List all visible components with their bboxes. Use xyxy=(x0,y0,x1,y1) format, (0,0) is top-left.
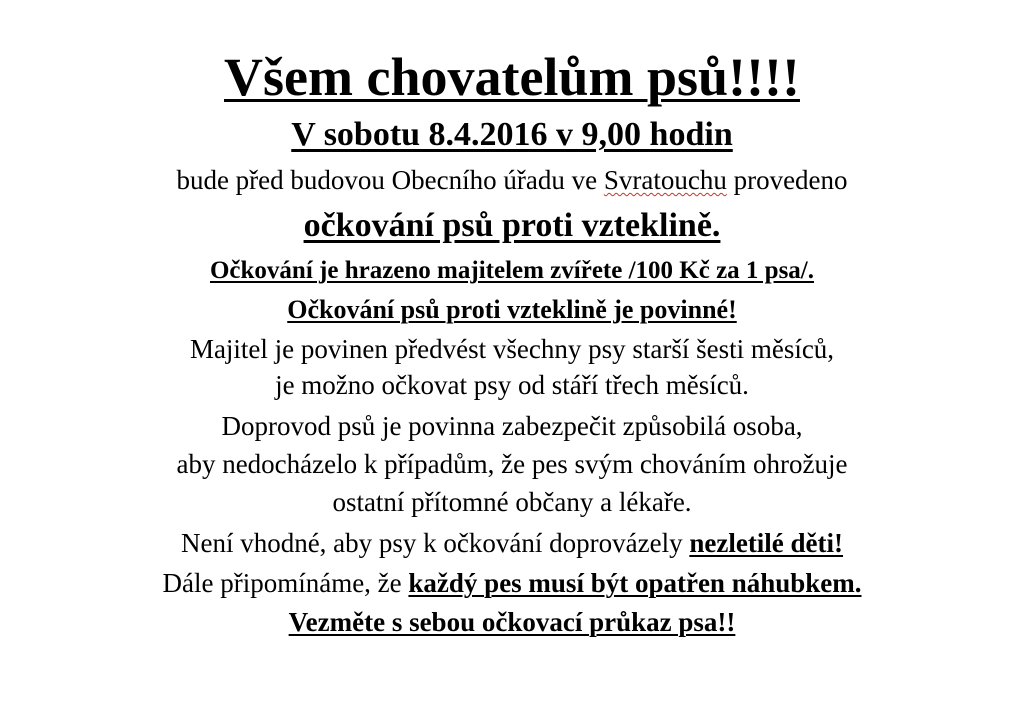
children-warning: nezletilé děti! xyxy=(689,528,844,558)
date-line: V sobotu 8.4.2016 v 9,00 hodin xyxy=(291,116,733,153)
notice-title: Všem chovatelům psů!!!! xyxy=(224,47,800,107)
intro-place: Svratouchu xyxy=(603,165,727,195)
intro-text-before: bude před budovou Obecního úřadu ve xyxy=(176,165,604,195)
paragraph-line-7-text: Dále připomínáme, že xyxy=(162,568,409,598)
muzzle-requirement: každý pes musí být opatřen náhubkem. xyxy=(408,568,862,598)
vaccination-card-reminder: Vezměte s sebou očkovací průkaz psa!! xyxy=(288,607,736,637)
paragraph-line-4: aby nedocházelo k případům, že pes svým chováním ohrožuje xyxy=(176,449,848,479)
paragraph-line-6-text: Není vhodné, aby psy k očkování doprovázely xyxy=(180,528,690,558)
paragraph-line-3: Doprovod psů je povinna zabezpečit způsobilá osoba, xyxy=(221,411,803,441)
vaccination-heading: očkování psů proti vzteklině. xyxy=(303,207,721,244)
mandatory-line: Očkování psů proti vzteklině je povinné! xyxy=(287,295,737,324)
intro-text-after: provedeno xyxy=(726,165,848,195)
paragraph-line-2: je možno očkovat psy od stáří třech měsíců. xyxy=(275,370,749,400)
paragraph-line-6 xyxy=(0,530,1024,557)
paragraph-line-7 xyxy=(0,570,1024,597)
paragraph-line-1: Majitel je povinen předvést všechny psy starší šesti měsíců, xyxy=(189,334,835,364)
fee-line: Očkování je hrazeno majitelem zvířete /100 Kč za 1 psa/. xyxy=(209,257,815,284)
paragraph-line-5: ostatní přítomné občany a lékaře. xyxy=(332,487,692,517)
intro-line xyxy=(0,167,1024,194)
